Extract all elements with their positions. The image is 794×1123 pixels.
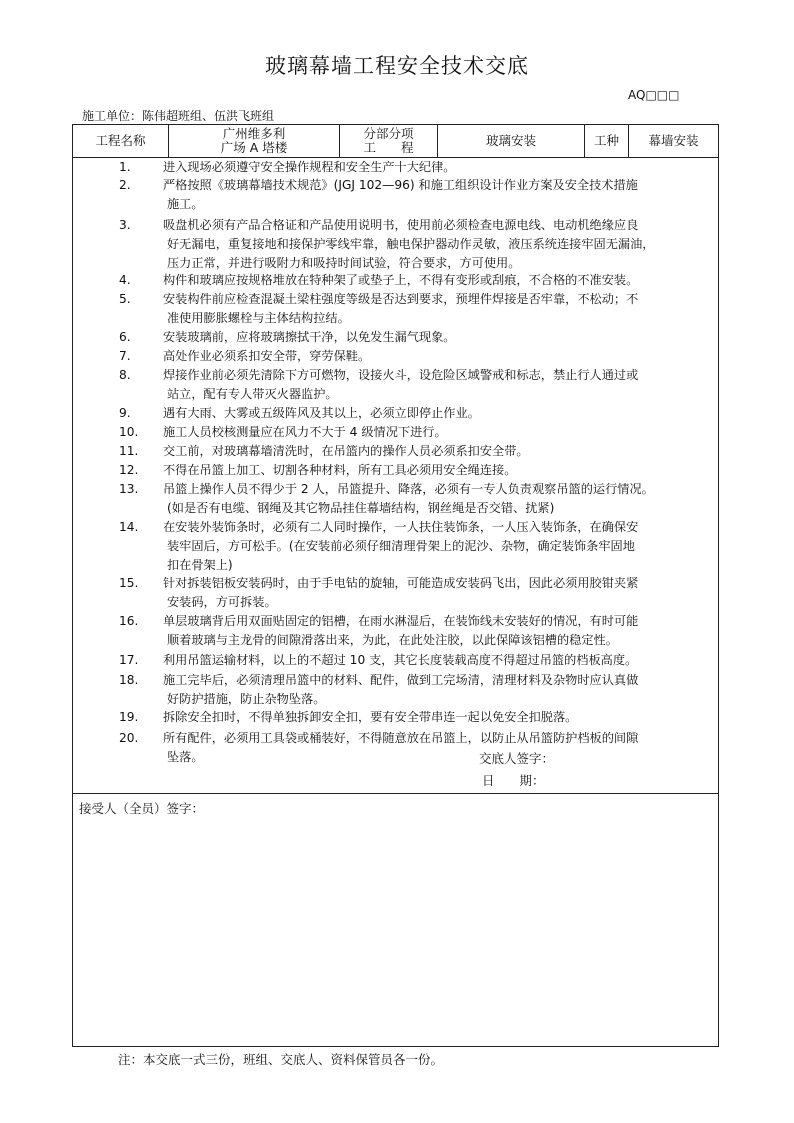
item-text-line: 进入现场必须遵守安全操作规程和安全生产十大纪律。 [163,160,456,174]
sub-project-label-line-2: 工 程 [363,140,414,155]
item-text-line: 不得在吊篮上加工、切割各种材料，所有工具必须用安全绳连接。 [163,463,517,477]
item-number: 15. [119,576,139,590]
item-number: 10. [119,425,139,439]
item-text [163,442,713,461]
item-number: 16. [119,614,139,628]
item-text-line: 针对拆装铝板安装码时，由于手电钻的旋轴，可能造成安装码飞出，因此必须用胶钳夹紧 [163,576,639,590]
item-text [163,423,713,442]
item-number: 12. [119,463,139,477]
item-text-line: 交工前，对玻璃幕墙清洗时，在吊篮内的操作人员必须系扣安全带。 [163,444,529,458]
item-text [163,574,713,612]
project-name-line-2: 广场 A 塔楼 [220,140,288,155]
item-number: 19. [119,710,139,724]
trade-value: 幕墙安装 [648,133,699,148]
item-text [163,651,713,670]
item-text-line: 构件和玻璃应按规格堆放在特种架了或垫子上，不得有变形或刮痕，不合格的不准安装。 [163,273,639,287]
item-text [163,480,713,518]
document-number: AQ□□□ [628,88,680,102]
sub-project-label [340,125,438,157]
item-text-line: 准使用膨胀螺栓与主体结构拉结。 [167,311,350,325]
trade-label: 工种 [585,125,629,157]
item-text-line: 坠落。 [167,750,204,764]
item-text [163,366,713,404]
item-number: 9. [119,406,131,420]
item-number: 1. [119,160,131,174]
item-text-line: 吊篮上操作人员不得少于 2 人，吊篮提升、降落，必须有一专人负责观察吊篮的运行情况。 [163,482,654,496]
item-text [163,404,713,423]
item-text [163,347,713,366]
item-text-line: 施工人员校核测量应在风力不大于 4 级情况下进行。 [163,425,447,439]
item-text [163,290,713,328]
item-text [163,216,713,273]
item-text-line: 装牢固后，方可松手。(在安装前必须仔细清理骨架上的泥沙、杂物，确定装饰条牢固地 [167,539,635,553]
header-row [73,125,718,158]
item-text [163,461,713,480]
project-name-label: 工程名称 [73,125,169,157]
discloser-signature-label: 交底人签字： [479,751,555,766]
item-text [163,708,713,727]
item-text [163,612,713,650]
item-number: 20. [119,731,139,745]
item-text-line: 顺着玻璃与主龙骨的间隙滑落出来，为此，在此处注胶，以此保障该铝槽的稳定性。 [167,633,618,647]
item-number: 2. [119,178,131,192]
item-text [163,671,713,709]
disclosure-table [72,124,719,1047]
item-number: 13. [119,482,139,496]
item-text-line: 在安装外装饰条时，必须有二人同时操作，一人扶住装饰条，一人压入装饰条，在确保安 [163,520,639,534]
item-text-line: 好防护措施，防止杂物坠落。 [167,692,326,706]
item-number: 5. [119,292,131,306]
item-text [163,176,713,214]
item-number: 14. [119,520,139,534]
item-number: 3. [119,218,131,232]
item-number: 8. [119,368,131,382]
item-number: 6. [119,330,131,344]
item-text-line: 利用吊篮运输材料，以上的不超过 10 支，其它长度装载高度不得超过吊篮的档板高度。 [163,653,638,667]
item-text-line: (如是否有电缆、钢绳及其它物品挂住幕墙结构，钢丝绳是否交错、扰紧) [167,501,555,515]
item-text-line: 焊接作业前必须先清除下方可燃物，设接火斗，设危险区域警戒和标志，禁止行人通过或 [163,368,639,382]
item-text [163,158,713,177]
item-text-line: 好无漏电，重复接地和接保护零线牢靠，触电保护器动作灵敏，液压系统连接牢固无漏油， [167,237,655,251]
item-text-line: 安装玻璃前，应将玻璃擦拭干净，以免发生漏气现象。 [163,330,456,344]
item-text-line: 扣在骨架上) [167,558,233,572]
item-text [163,271,713,290]
item-text-line: 吸盘机必须有产品合格证和产品使用说明书，使用前必须检查电源电线、电动机绝缘应良 [163,218,639,232]
project-name-value [169,125,340,157]
item-number: 17. [119,653,139,667]
project-name-line-1: 广州维多利 [222,126,286,141]
item-text [163,729,713,767]
document-title: 玻璃幕墙工程安全技术交底 [265,54,529,78]
item-text-line: 遇有大雨、大雾或五级阵风及其以上，必须立即停止作业。 [163,406,480,420]
item-text-line: 拆除安全扣时，不得单独拆卸安全扣，要有安全带串连一起以免安全扣脱落。 [163,710,578,724]
receiver-signature-label: 接受人（全员）签字： [79,801,205,816]
construction-unit: 施工单位：陈伟超班组、伍洪飞班组 [82,109,275,123]
item-number: 4. [119,273,131,287]
item-text-line: 安装构件前应检查混凝土梁柱强度等级是否达到要求，预埋件焊接是否牢靠，不松动；不 [163,292,639,306]
item-text-line: 高处作业必须系扣安全带，穿劳保鞋。 [163,349,371,363]
item-text-line: 施工完毕后，必须清理吊篮中的材料、配件，做到工完场清，清理材料及杂物时应认真做 [163,673,639,687]
sub-project-label-line-1: 分部分项 [363,126,414,141]
item-text-line: 单层玻璃背后用双面贴固定的铝槽，在雨水淋湿后，在装饰线未安装好的情况，有时可能 [163,614,639,628]
item-text-line: 施工。 [167,197,204,211]
item-text-line: 所有配件，必须用工具袋或桶装好，不得随意放在吊篮上，以防止从吊篮防护档板的间隙 [163,731,639,745]
item-text-line: 压力正常，并进行吸附力和吸持时间试验，符合要求，方可使用。 [167,256,521,270]
item-number: 18. [119,673,139,687]
item-number: 11. [119,444,139,458]
item-text-line: 安装码，方可拆装。 [167,595,277,609]
item-text [163,328,713,347]
footnote: 注：本交底一式三份，班组、交底人、资料保管员各一份。 [118,1052,444,1067]
item-number: 7. [119,349,131,363]
item-text-line: 严格按照《玻璃幕墙技术规范》(JGJ 102—96) 和施工组织设计作业方案及安全技术措施 [163,178,638,192]
section-divider [73,793,718,794]
sub-project-value: 玻璃安装 [438,125,585,157]
item-text [163,518,713,575]
date-label: 日 期： [482,773,545,788]
item-text-line: 站立，配有专人带灭火器监护。 [167,387,338,401]
